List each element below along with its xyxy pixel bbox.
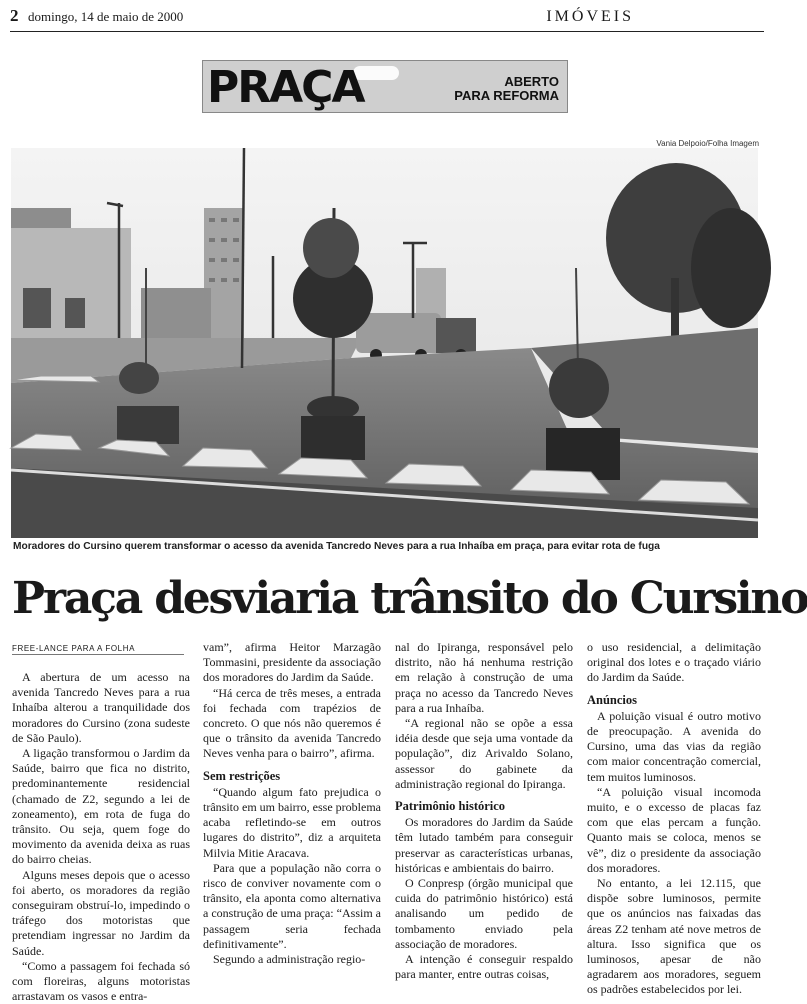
photo-caption: Moradores do Cursino querem transformar o acesso da avenida Tancredo Neves para a rua Inhaíba em praça, para evitar rota de fuga: [13, 541, 660, 552]
paragraph: Alguns meses depois que o acesso foi aberto, os moradores da região conseguiram obstruí-lo, impedindo o tráfego dos motoristas que pretendiam ingressar no Jardim da Saúde.: [12, 867, 190, 958]
photo-credit: Vania Delpoio/Folha Imagem: [656, 139, 759, 148]
column-3: [395, 640, 573, 982]
article-headline: Praça desviaria trânsito do Cursino: [12, 573, 807, 624]
news-photo: [11, 148, 758, 538]
series-banner: [202, 60, 568, 113]
paragraph: “A regional não se opõe a essa idéia desde que seja uma vontade da população”, diz Arivaldo Solano, assessor do gabinete da administração regional do Ipiranga.: [395, 716, 573, 791]
column-2: [203, 640, 381, 967]
paragraph: o uso residencial, a delimitação original dos lotes e o traçado viário do Jardim da Saúde.: [587, 640, 761, 685]
paragraph: A abertura de um acesso na avenida Tancredo Neves para a rua Inhaíba alterou a tranquilidade dos moradores do Cursino (zona sudeste de São Paulo).: [12, 670, 190, 745]
street-scene-illustration: [11, 148, 758, 538]
subheading-sem-restricoes: Sem restrições: [203, 768, 281, 783]
paragraph: No entanto, a lei 12.115, que dispõe sobre luminosos, permite que os anúncios nas faixadas das áreas Z2 tenham até nove metros de altura. Isso significa que os luminosos, apesar de não agradarem aos moradores, seguem os padrões estabelecidos por lei.: [587, 876, 761, 997]
byline: FREE-LANCE PARA A FOLHA: [12, 644, 184, 655]
paragraph: A ligação transformou o Jardim da Saúde, bairro que fica no distrito, predominantemente residencial (chamado de Z2, segundo a lei de zoneamento), em rota de fuga do trânsito. Ou seja, quem foge do movimento da avenida deixa as ruas do bairro cheias.: [12, 746, 190, 867]
page-header: [10, 6, 764, 32]
paragraph: Os moradores do Jardim da Saúde têm lutado também para conseguir preservar as características urbanas, históricas e ambientais do bairro.: [395, 815, 573, 875]
banner-line-2: PARA REFORMA: [454, 88, 559, 103]
column-4: [587, 640, 761, 998]
paragraph: “Como a passagem foi fechada só com floreiras, alguns motoristas arrastavam os vasos e entra-: [12, 958, 190, 1004]
subheading-patrimonio-historico: Patrimônio histórico: [395, 799, 506, 814]
paragraph: A poluição visual é outro motivo de preocupação. A avenida do Cursino, uma das vias da região com maior concentração comercial, tem muitos luminosos.: [587, 708, 761, 784]
paragraph: vam”, afirma Heitor Marzagão Tommasini, presidente da associação dos moradores do Jardim da Saúde.: [203, 640, 381, 685]
banner-logo: PRAÇA: [207, 62, 364, 113]
subheading-anuncios: Anúncios: [587, 692, 638, 707]
paragraph: A intenção é conseguir respaldo para manter, entre outras coisas,: [395, 952, 573, 982]
paragraph: O Conpresp (órgão municipal que cuida do patrimônio histórico) está analisando um pedido de tombamento enviado pela associação de moradores.: [395, 876, 573, 951]
column-1: [12, 670, 190, 1004]
paragraph: nal do Ipiranga, responsável pelo distrito, não há nenhuma restrição em relação à construção de uma praça no acesso da Tancredo Neves para a rua Inhaíba.: [395, 640, 573, 715]
banner-tagline: [454, 75, 559, 103]
page-number: 2: [10, 6, 19, 25]
paragraph: “Quando algum fato prejudica o trânsito em um bairro, esse problema acaba refletindo-se em outros lugares do distrito”, diz a arquiteta Milvia Mitie Aracava.: [203, 784, 381, 860]
paragraph: “A poluição visual incomoda muito, e o excesso de placas faz com que elas percam a função. Quanto mais se coloca, menos se vê”, diz o presidente da associação dos moradores.: [587, 784, 761, 875]
banner-line-1: ABERTO: [504, 74, 559, 89]
paragraph: “Há cerca de três meses, a entrada foi fechada com trapézios de concreto. O que nós não queremos é que o trânsito da avenida Tancredo Neves venha para o bairro”, afirma.: [203, 685, 381, 761]
paragraph: Para que a população não corra o risco de conviver novamente com o trânsito, ela aponta como alternativa a construção de uma praça: “Assim a passagem seria fechada definitivamente”.: [203, 860, 381, 951]
page-date: domingo, 14 de maio de 2000: [28, 9, 184, 24]
paragraph: Segundo a administração regio-: [213, 952, 366, 967]
section-title: IMÓVEIS: [546, 8, 634, 25]
